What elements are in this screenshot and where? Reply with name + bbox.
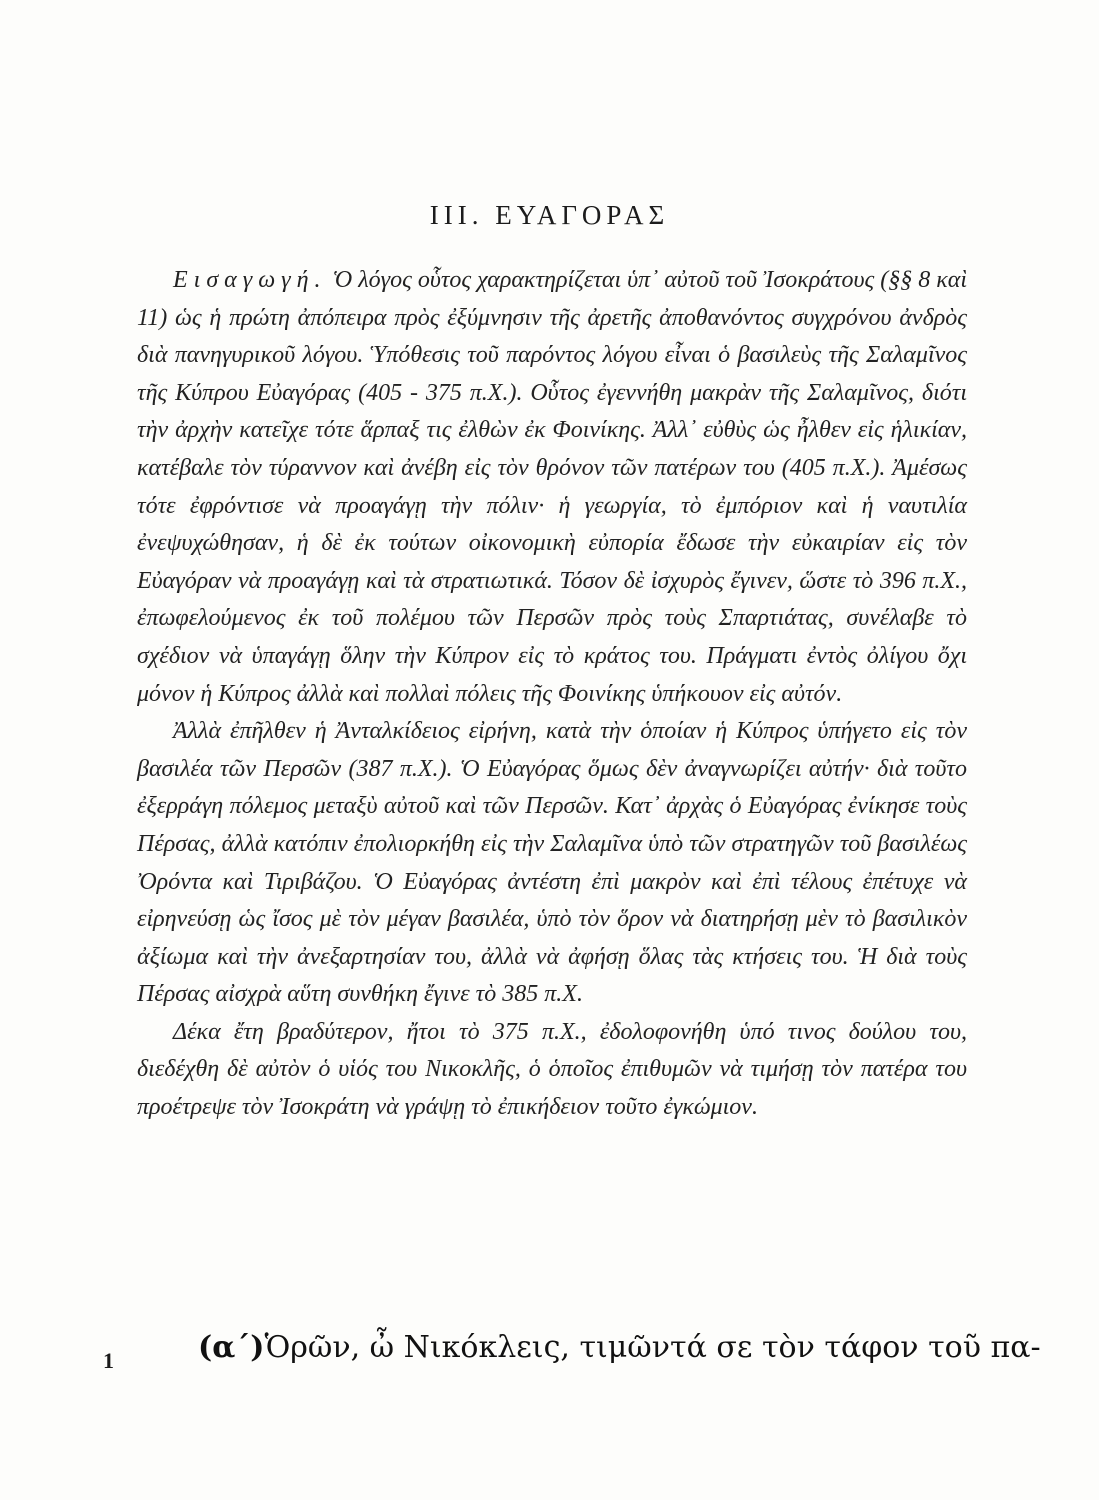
greek-text: Ὁρῶν, ὦ Νικόκλεις, τιμῶντά σε τὸν τάφον τοῦ πα- [264,1330,1041,1365]
introduction-paragraph-1-text: Ὁ λόγος οὗτος χαρακτηρίζεται ὑπ᾽ αὐτοῦ τοῦ Ἰσοκράτους (§§ 8 καὶ 11) ὡς ἡ πρώτη ἀπόπειρα πρὸς ἐξύμνησιν τῆς ἀρετῆς ἀποθανόντος συγχρόνου ἀνδρὸς διὰ πανηγυρικοῦ λόγου. Ὑπόθεσις τοῦ παρόντος λόγου εἶναι ὁ βασιλεὺς τῆς Σαλαμῖνος τῆς Κύπρου Εὐαγόρας (405 - 375 π.Χ.). Οὗτος ἐγεννήθη μακρὰν τῆς Σαλαμῖνος, διότι τὴν ἀρχὴν κατεῖχε τότε ἅρπαξ τις ἐλθὼν ἐκ Φοινίκης. Ἀλλ᾽ εὐθὺς ὡς ἦλθεν εἰς ἡλικίαν, κατέβαλε τὸν τύραννον καὶ ἀνέβη εἰς τὸν θρόνον τῶν πατέρων του (405 π.Χ.). Ἀμέσως τότε ἐφρόντισε νὰ προαγάγῃ τὴν πόλιν· ἡ γεωργία, τὸ ἐμπόριον καὶ ἡ ναυτιλία ἐνεψυχώθησαν, ἡ δὲ ἐκ τούτων οἰκονομικὴ εὐπορία ἔδωσε τὴν εὐκαιρίαν εἰς τὸν Εὐαγόραν νὰ προαγάγῃ καὶ τὰ στρατιωτικά. Τόσον δὲ ἰσχυρὸς ἔγινεν, ὥστε τὸ 396 π.Χ., ἐπωφελούμενος ἐκ τοῦ πολέμου τῶν Περσῶν πρὸς τοὺς Σπαρτιάτας, συνέλαβε τὸ σχέδιον νὰ ὑπαγάγῃ ὅλην τὴν Κύπρον εἰς τὸ κράτος του. Πράγματι ἐντὸς ὀλίγου ὄχι μόνον ἡ Κύπρος ἀλλὰ καὶ πολλαὶ πόλεις τῆς Φοινίκης ὑπήκουον εἰς αὐτόν. [137,267,967,707]
introduction-paragraph-2: Ἀλλὰ ἐπῆλθεν ἡ Ἀνταλκίδειος εἰρήνη, κατὰ τὴν ὁποίαν ἡ Κύπρος ὑπήγετο εἰς τὸν βασιλέα τῶν Περσῶν (387 π.Χ.). Ὁ Εὐαγόρας ὅμως δὲν ἀναγνωρίζει αὐτήν· διὰ τοῦτο ἐξερράγη πόλεμος μεταξὺ αὐτοῦ καὶ τῶν Περσῶν. Κατ᾽ ἀρχὰς ὁ Εὐαγόρας ἐνίκησε τοὺς Πέρσας, ἀλλὰ κατόπιν ἐπολιορκήθη εἰς τὴν Σαλαμῖνα ὑπὸ τῶν στρατηγῶν τοῦ βασιλέως Ὀρόντα καὶ Τιριβάζου. Ὁ Εὐαγόρας ἀντέστη ἐπὶ μακρὸν καὶ ἐπὶ τέλους ἐπέτυχε νὰ εἰρηνεύσῃ ὡς ἴσος μὲ τὸν μέγαν βασιλέα, ὑπὸ τὸν ὅρον νὰ διατηρήσῃ μὲν τὸ βασιλικὸν ἀξίωμα καὶ τὴν ἀνεξαρτησίαν του, ἀλλὰ νὰ ἀφήσῃ ὅλας τὰς κτήσεις του. Ἡ διὰ τοὺς Πέρσας αἰσχρὰ αὕτη συνθήκη ἔγινε τὸ 385 π.Χ. [137,718,967,1008]
introduction-body [137,262,967,1127]
introduction-paragraph-1 [137,262,967,713]
introduction-label: Εισαγωγή. [173,267,327,293]
section-mark: (α΄) [198,1330,265,1365]
chapter-title: III. ΕΥΑΓΟΡΑΣ [429,200,670,230]
line-number: 1 [103,1348,114,1373]
greek-text-line [198,1330,1041,1365]
introduction-paragraph-3: Δέκα ἔτη βραδύτερον, ἤτοι τὸ 375 π.Χ., ἐδολοφονήθη ὑπό τινος δούλου του, διεδέχθη δὲ αὐτὸν ὁ υἱός του Νικοκλῆς, ὁ ὁποῖος ἐπιθυμῶν νὰ τιμήσῃ τὸν πατέρα του προέτρεψε τὸν Ἰσοκράτη νὰ γράψῃ τὸ ἐπικήδειον τοῦτο ἐγκώμιον. [137,1018,967,1121]
